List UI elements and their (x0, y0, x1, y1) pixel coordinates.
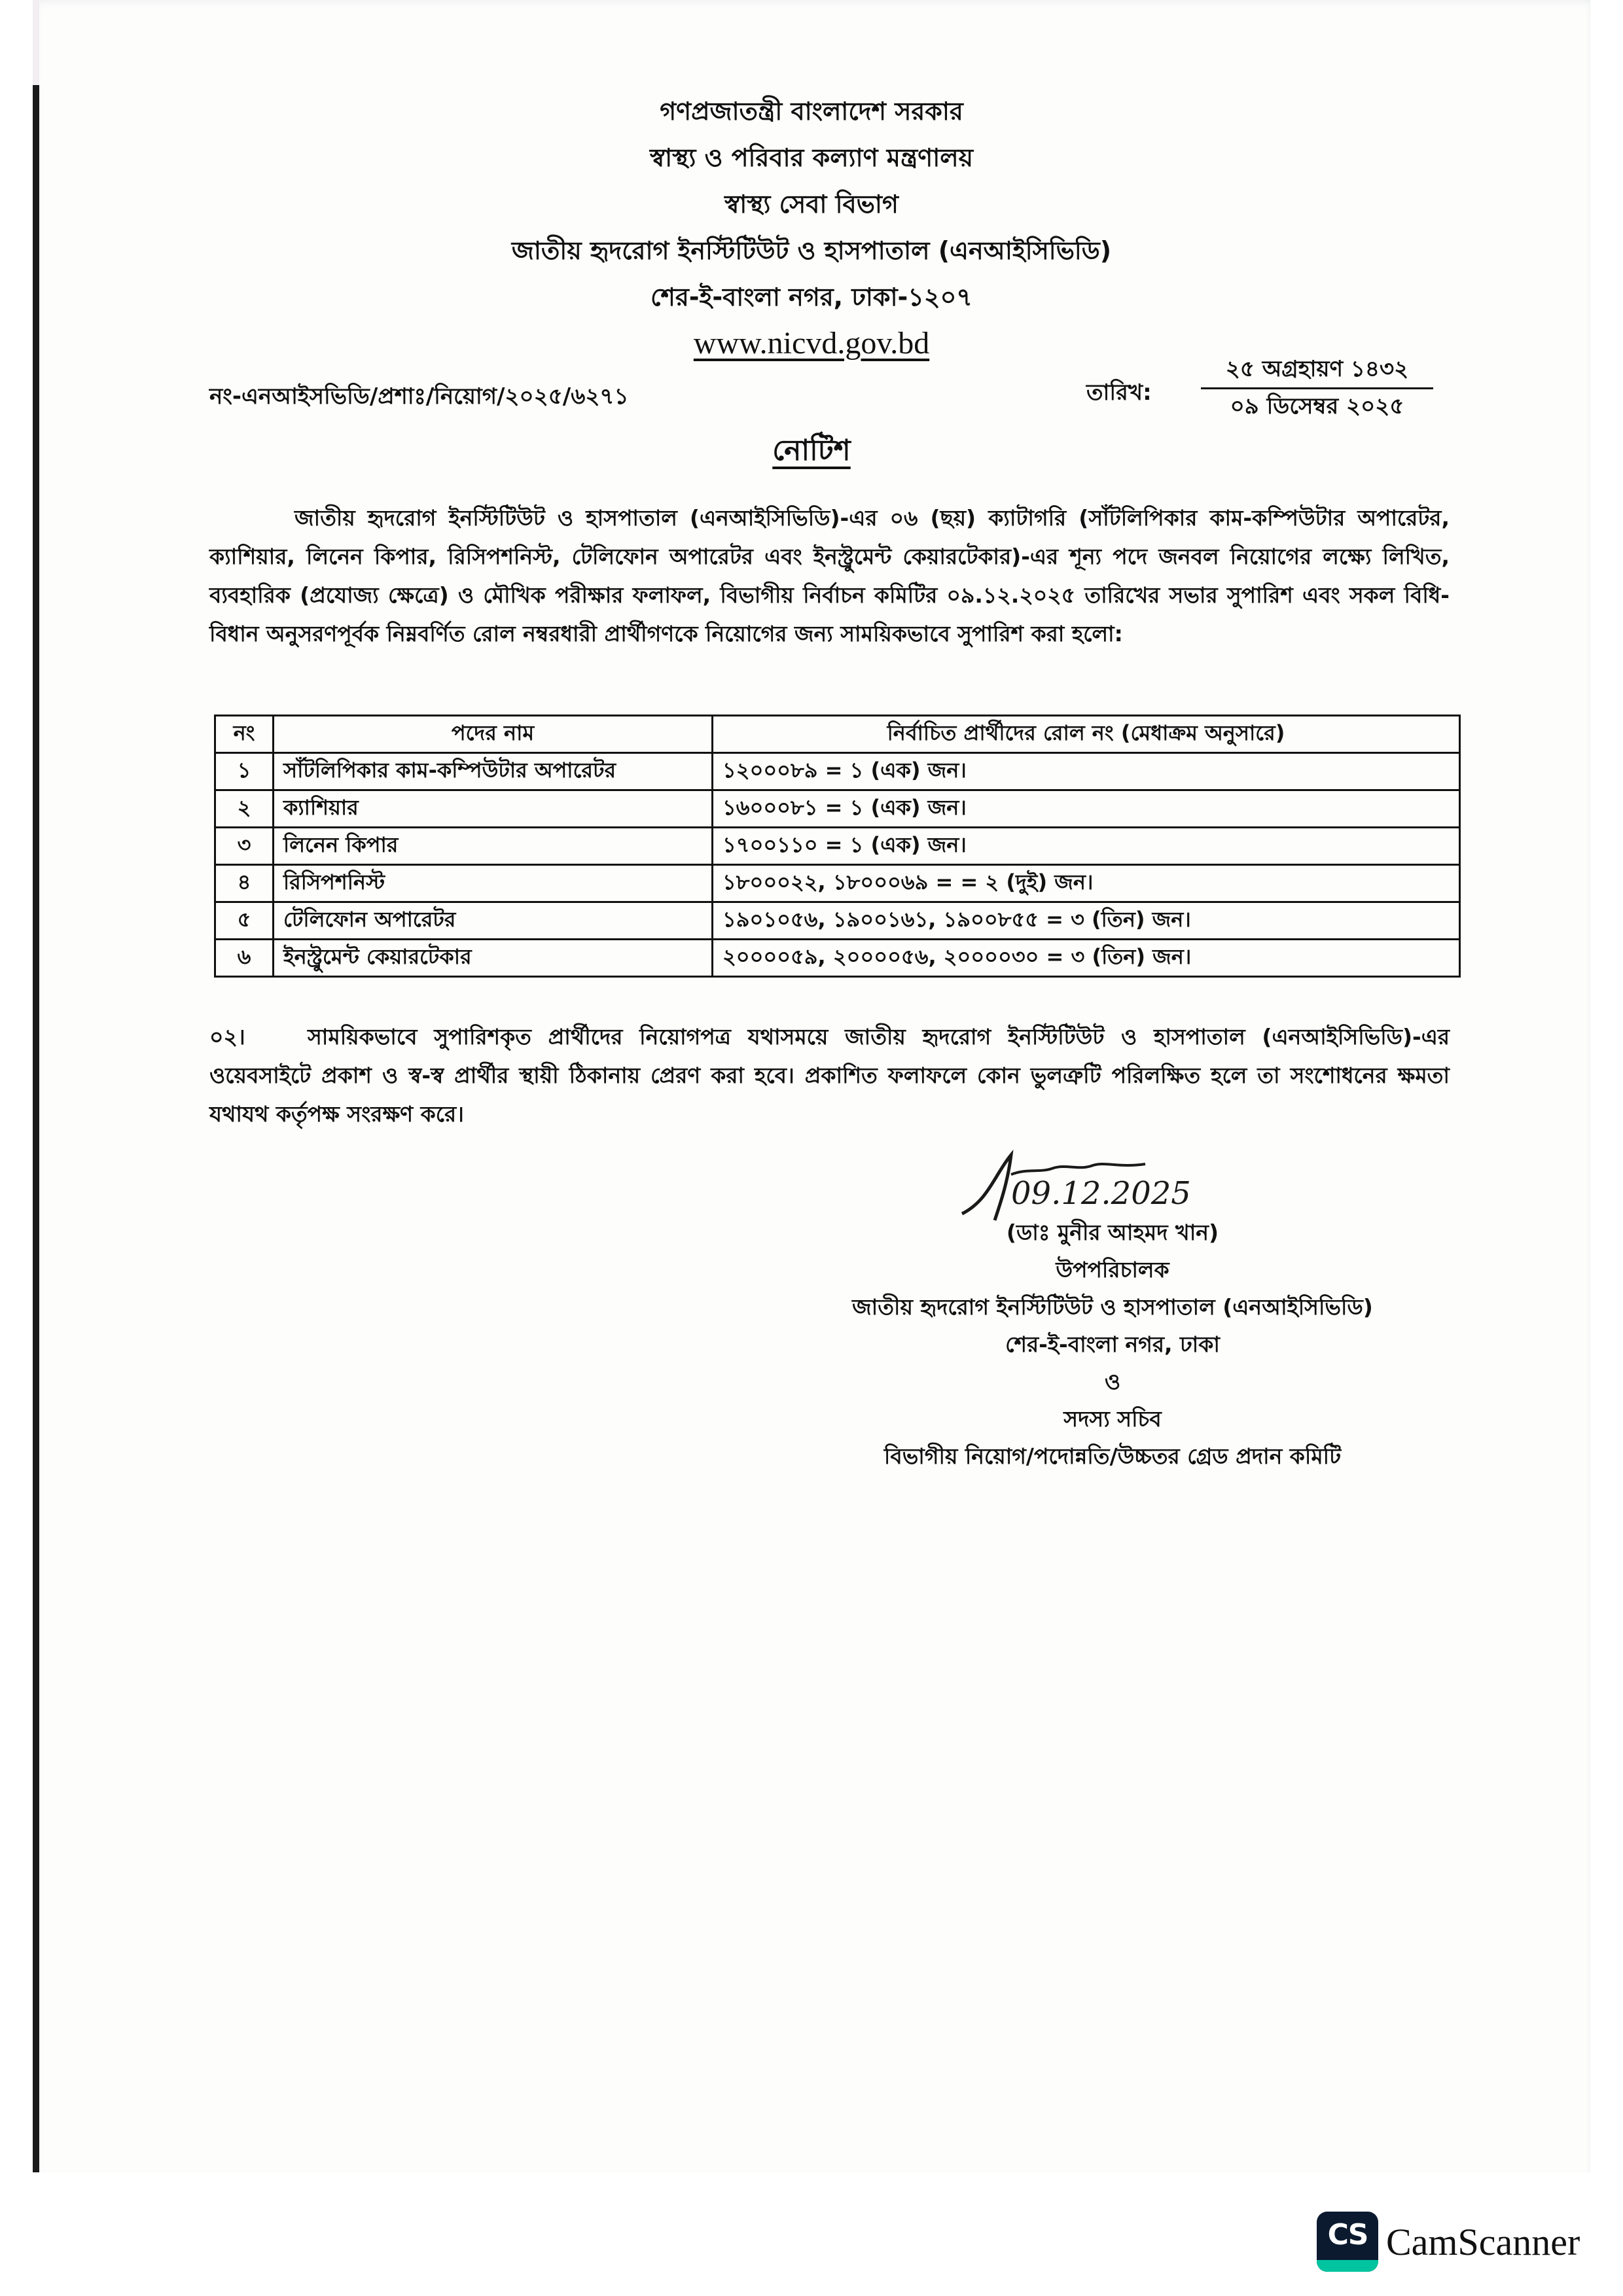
date-bangla: ২৫ অগ্রহায়ণ ১৪৩২ (1201, 353, 1433, 389)
cell-rolls: ১৬০০০৮১ = ১ (এক) জন। (713, 790, 1460, 828)
camscanner-watermark (1317, 2210, 1580, 2273)
cell-sl: ৩ (215, 828, 274, 865)
table-row (215, 940, 1460, 977)
paragraph-2 (209, 1017, 1450, 1133)
paragraph-2-number: ০২। (209, 1024, 245, 1050)
signatory-designation: উপপরিচালক (1056, 1257, 1169, 1282)
results-table (214, 715, 1461, 978)
signatory-name: (ডাঃ মুনীর আহমদ খান) (1006, 1220, 1219, 1245)
table-row (215, 902, 1460, 940)
date-label: তারিখ: (1086, 380, 1152, 406)
cell-sl: ২ (215, 790, 274, 828)
cell-post: ক্যাশিয়ার (274, 790, 713, 828)
date-gregorian: ০৯ ডিসেম্বর ২০২৫ (1230, 393, 1404, 419)
paragraph-1: জাতীয় হৃদরোগ ইনস্টিটিউট ও হাসপাতাল (এনআইসিভিডি)-এর ০৬ (ছয়) ক্যাটাগরি (সাঁটলিপিকার কাম-কম্পিউটার অপারেটর, ক্যাশিয়ার, লিনেন কিপার, রিসিপশনিস্ট, টেলিফোন অপারেটর এবং ইনস্ট্রুমেন্ট কেয়ারটেকার)-এর শূন্য পদে জনবল নিয়োগের লক্ষ্যে লিখিত, ব্যবহারিক (প্রযোজ্য ক্ষেত্রে) ও মৌখিক পরীক্ষার ফলাফল, বিভাগীয় নির্বাচন কমিটির ০৯.১২.২০২৫ তারিখের সভার সুপারিশ এবং সকল বিধি-বিধান অনুসরণপূর্বক নিম্নবর্ণিত রোল নম্বরধারী প্রার্থীগণকে নিয়োগের জন্য সাময়িকভাবে সুপারিশ করা হলো: (209, 505, 1450, 646)
notice-title (0, 429, 1623, 476)
table-row (215, 865, 1460, 902)
signatory-address: শের-ই-বাংলা নগর, ঢাকা (1005, 1332, 1220, 1357)
header-government: গণপ্রজাতন্ত্রী বাংলাদেশ সরকার (660, 97, 963, 126)
date-fraction (1201, 353, 1433, 423)
cell-rolls: ১৭০০১১০ = ১ (এক) জন। (713, 828, 1460, 865)
table-header-row (215, 716, 1460, 753)
cell-rolls: ১২০০০৮৯ = ১ (এক) জন। (713, 753, 1460, 790)
header-division: স্বাস্থ্য সেবা বিভাগ (724, 190, 899, 219)
header-institute: জাতীয় হৃদরোগ ইনস্টিটিউট ও হাসপাতাল (এনআইসিভিডি) (511, 236, 1112, 265)
signatory-role: সদস্য সচিব (1063, 1406, 1162, 1432)
cell-post: ইনস্ট্রুমেন্ট কেয়ারটেকার (274, 940, 713, 977)
signatory-committee: বিভাগীয় নিয়োগ/পদোন্নতি/উচ্চতর গ্রেড প্রদান কমিটি (883, 1443, 1342, 1469)
cell-rolls: ১৯০১০৫৬, ১৯০০১৬১, ১৯০০৮৫৫ = ৩ (তিন) জন। (713, 902, 1460, 940)
paragraph-2-text: সাময়িকভাবে সুপারিশকৃত প্রার্থীদের নিয়োগপত্র যথাসময়ে জাতীয় হৃদরোগ ইনস্টিটিউট ও হাসপাতাল (এনআইসিভিডি)-এর ওয়েবসাইটে প্রকাশ ও স্ব-স্ব প্রার্থীর স্থায়ী ঠিকানায় প্রেরণ করা হবে। প্রকাশিত ফলাফলে কোন ভুলত্রুটি পরিলক্ষিত হলে তা সংশোধনের ক্ষমতা যথাযথ কর্তৃপক্ষ সংরক্ষণ করে। (209, 1024, 1450, 1127)
cell-post: রিসিপশনিস্ট (274, 865, 713, 902)
header-address: শের-ই-বাংলা নগর, ঢাকা-১২০৭ (650, 283, 973, 311)
header-sl: নং (215, 716, 274, 753)
table-row (215, 753, 1460, 790)
camscanner-logo-icon (1317, 2212, 1378, 2272)
cell-rolls: ১৮০০০২২, ১৮০০০৬৯ = = ২ (দুই) জন। (713, 865, 1460, 902)
table-row (215, 790, 1460, 828)
date-block (1086, 353, 1440, 425)
camscanner-logo-band (1317, 2260, 1378, 2272)
cell-post: সাঁটলিপিকার কাম-কম্পিউটার অপারেটর (274, 753, 713, 790)
cell-sl: ১ (215, 753, 274, 790)
memo-number: নং-এনআইসভিডি/প্রশাঃ/নিয়োগ/২০২৫/৬২৭১ (209, 383, 629, 410)
cell-sl: ৫ (215, 902, 274, 940)
notice-title-text: নোটিশ (772, 434, 851, 467)
cell-post: লিনেন কিপার (274, 828, 713, 865)
header-post: পদের নাম (274, 716, 713, 753)
header-ministry: স্বাস্থ্য ও পরিবার কল্যাণ মন্ত্রণালয় (650, 143, 973, 172)
cell-rolls: ২০০০০৫৯, ২০০০০৫৬, ২০০০০৩০ = ৩ (তিন) জন। (713, 940, 1460, 977)
cell-sl: ৬ (215, 940, 274, 977)
cell-sl: ৪ (215, 865, 274, 902)
signatory-conjunction: ও (1104, 1369, 1121, 1394)
camscanner-logo-text: CS (1327, 2218, 1368, 2252)
letterhead (0, 88, 1623, 366)
header-rolls: নির্বাচিত প্রার্থীদের রোল নং (মেধাক্রম অনুসারে) (713, 716, 1460, 753)
signatory-institute: জাতীয় হৃদরোগ ইনস্টিটিউট ও হাসপাতাল (এনআইসিভিডি) (852, 1294, 1373, 1320)
scan-edge (33, 0, 39, 85)
header-website-link[interactable]: www.nicvd.gov.bd (693, 326, 930, 361)
signature-date: 09.12.2025 (1011, 1175, 1191, 1212)
signatory-block (818, 1214, 1407, 1475)
camscanner-brand: CamScanner (1386, 2220, 1580, 2263)
cell-post: টেলিফোন অপারেটর (274, 902, 713, 940)
table-row (215, 828, 1460, 865)
